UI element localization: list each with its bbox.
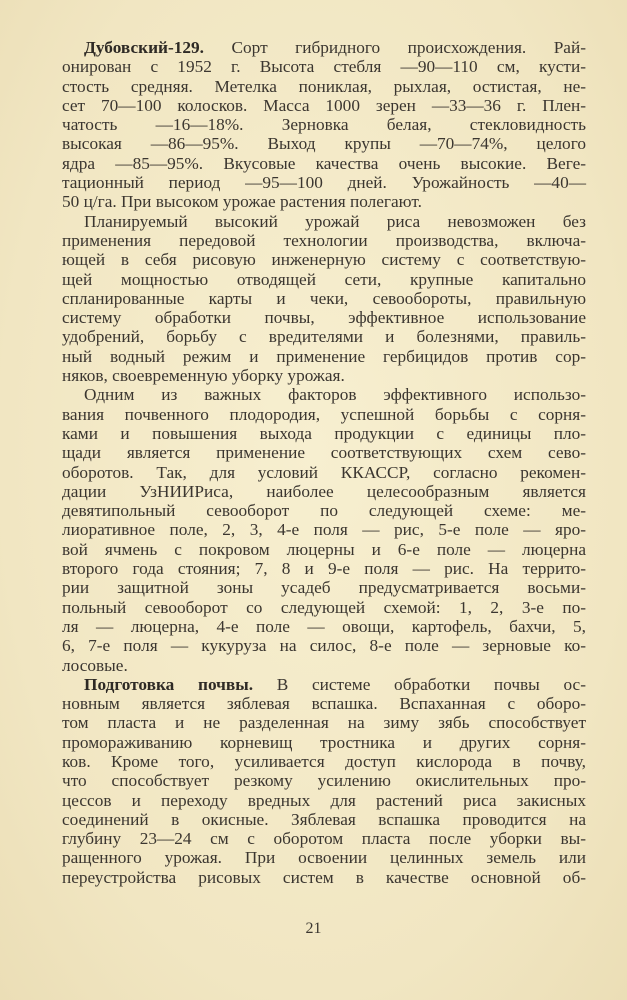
text-line: 6, 7-е поля — кукуруза на силос, 8-е поле — зерновые ко- xyxy=(62,636,586,656)
text-line xyxy=(62,675,586,694)
text-line: ращенного урожая. При освоении целинных земель или xyxy=(62,848,586,868)
text-line: спланированные карты и чеки, севообороты, правильную xyxy=(62,288,586,308)
text-line: систему обработки почвы, эффективное использование xyxy=(62,308,586,328)
text-line: оборотов. Так, для условий ККАССР, согласно рекомен- xyxy=(62,462,586,482)
text-line: тационный период —95—100 дней. Урожайность —40— xyxy=(62,173,586,193)
text-line: ядра —85—95%. Вкусовые качества очень высокие. Веге- xyxy=(62,153,586,173)
text-line: 50 ц/га. При высоком урожае растения полегают. xyxy=(62,192,422,212)
text-line: промораживанию корневищ тростника и других сорня- xyxy=(62,732,586,752)
text-line: удобрений, борьбу с вредителями и болезнями, правиль- xyxy=(62,327,586,347)
text-line: ющей в себя рисовую инженерную систему с соответствую- xyxy=(62,250,586,270)
text-line: щей мощностью отводящей сети, крупные капитально xyxy=(62,269,586,289)
paragraph xyxy=(62,675,586,887)
text-line: стость средняя. Метелка пониклая, рыхлая, остистая, не- xyxy=(62,76,586,96)
text-line: ля — люцерна, 4-е поле — овощи, картофель, бахчи, 5, xyxy=(62,616,586,636)
text-line: что способствует резкому усилению окислительных про- xyxy=(62,771,586,791)
text-line xyxy=(62,38,586,57)
page-number: 21 xyxy=(305,920,322,937)
paragraph xyxy=(62,38,586,212)
text-line: глубину 23—24 см с оборотом пласта после уборки вы- xyxy=(62,829,586,849)
text-line: ками и повышения выхода продукции с единицы пло- xyxy=(62,423,586,443)
section-lead-heading: Дубовский-129. xyxy=(84,38,205,57)
paragraph xyxy=(62,385,586,674)
text-line: щади является применение соответствующих схем сево- xyxy=(62,443,586,463)
text-line: вой ячмень с покровом люцерны и 6-е поле — люцерна xyxy=(62,539,586,559)
text-line: няков, своевременную уборку урожая. xyxy=(62,366,345,386)
text-line: второго года стояния; 7, 8 и 9-е поля — рис. На террито- xyxy=(62,559,586,579)
text-line: рии защитной зоны усадеб предусматривается восьми- xyxy=(62,578,586,598)
text-line: чатость —16—18%. Зерновка белая, стекловидность xyxy=(62,115,586,135)
text-line: том пласта и не разделенная на зиму зябь способствует xyxy=(62,713,586,733)
paragraph xyxy=(62,212,586,386)
text-line: лосовые. xyxy=(62,655,128,675)
text-line: высокая —86—95%. Выход крупы —70—74%, целого xyxy=(62,134,586,154)
section-lead-heading: Подготовка почвы. xyxy=(84,674,254,694)
text-line: девятипольный севооборот по следующей схеме: ме- xyxy=(62,501,586,521)
text-line: лиоративное поле, 2, 3, 4-е поля — рис, 5-е поле — яро- xyxy=(62,520,586,540)
text-line: сет 70—100 колосков. Масса 1000 зерен —33—36 г. Плен- xyxy=(62,95,586,115)
text-line: переустройства рисовых систем в качестве основной об- xyxy=(62,867,586,887)
text-line: польный севооборот со следующей схемой: 1, 2, 3-е по- xyxy=(62,597,586,617)
text-line: новным является зяблевая вспашка. Вспаханная с оборо- xyxy=(62,694,586,714)
page-text xyxy=(62,38,586,887)
text-line: Планируемый высокий урожай риса невозможен без xyxy=(84,211,586,231)
text-line: дации УзНИИРиса, наиболее целесообразным является xyxy=(62,481,586,501)
text-line-rest: Сорт гибридного происхождения. Рай- xyxy=(231,38,586,57)
text-line: вания почвенного плодородия, успешной борьбы с сорня- xyxy=(62,404,586,424)
text-line: цессов и переходу вредных для растений риса закисных xyxy=(62,790,586,810)
text-line: онирован с 1952 г. Высота стебля —90—110 см, кусти- xyxy=(62,57,586,77)
text-line: соединений в окисные. Зяблевая вспашка проводится на xyxy=(62,809,586,829)
text-line-rest: В системе обработки почвы ос- xyxy=(276,674,586,694)
text-line: ков. Кроме того, усиливается доступ кислорода в почву, xyxy=(62,751,586,771)
text-line: Одним из важных факторов эффективного использо- xyxy=(84,385,586,405)
text-line: ный водный режим и применение гербицидов против сор- xyxy=(62,346,586,366)
text-line: применения передовой технологии производства, включа- xyxy=(62,230,586,250)
